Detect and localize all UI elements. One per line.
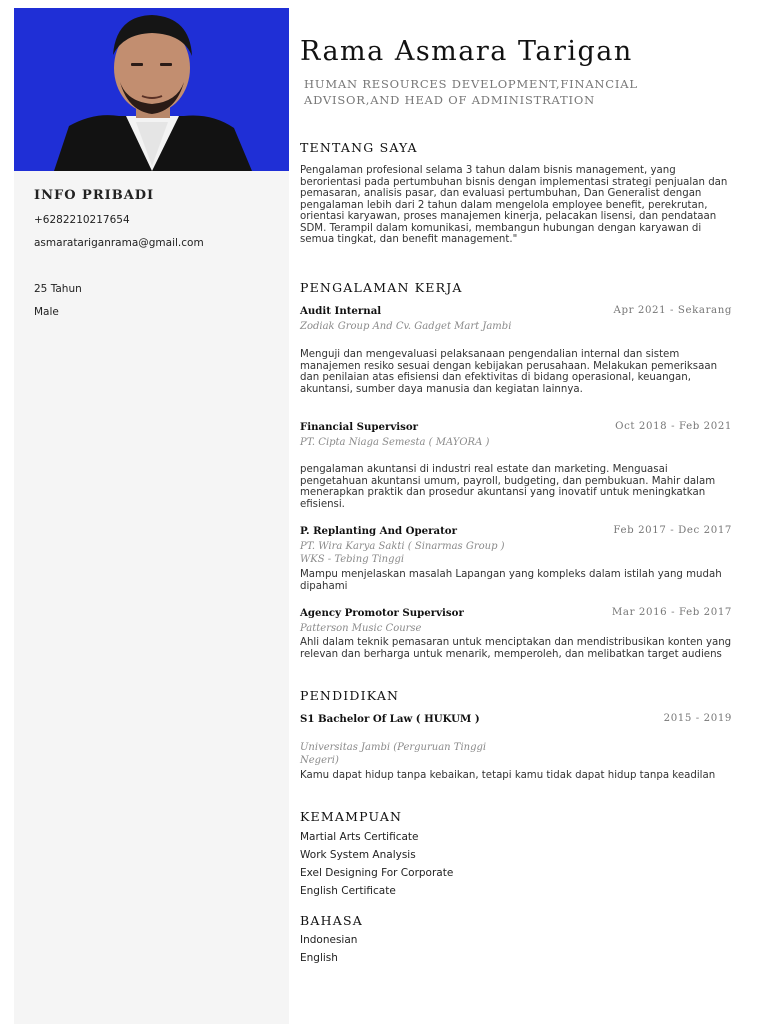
education-heading: PENDIDIKAN [300,688,400,703]
language-item-1: Indonesian [300,934,358,946]
experience-description-2: pengalaman akuntansi di industri real estate dan marketing. Menguasai pengetahuan akuntansi umum, payroll, budgeting, dan pembukuan. Mahir dalam menerapkan praktik dan prosedur akuntansi yang inovatif untuk meningkatkan efisiensi. [300,464,716,510]
info-heading: INFO PRIBADI [34,188,155,203]
skill-item-2: Work System Analysis [300,849,416,861]
experience-description-1: Menguji dan mengevaluasi pelaksanaan pengendalian internal dan sistem manajemen resiko sesuai dengan kebijakan perusahaan. Melakukan pemeriksaan dan penilaian atas efisiensi dan efektivitas di bidang operasional, keuangan, akuntansi, sumber daya manusia dan kegiatan lainnya. [300,349,718,395]
email-address: asmaratariganrama@gmail.com [34,237,204,249]
language-item-2: English [300,952,338,964]
experience-role-2: Financial Supervisor [300,421,419,433]
skill-item-1: Martial Arts Certificate [300,831,419,843]
languages-heading: BAHASA [300,913,363,928]
job-title: HUMAN RESOURCES DEVELOPMENT,FINANCIAL ADVISOR,AND HEAD OF ADMINISTRATION [304,77,638,107]
age: 25 Tahun [34,283,82,295]
skill-item-4: English Certificate [300,885,396,897]
experience-company-4: Patterson Music Course [300,623,422,634]
experience-description-4: Ahli dalam teknik pemasaran untuk menciptakan dan mendistribusikan konten yang relevan dan berharga untuk menarik, memperoleh, dan melibatkan target audiens [300,637,732,660]
experience-role-1: Audit Internal [300,305,382,317]
education-date: 2015 - 2019 [663,713,732,724]
experience-heading: PENGALAMAN KERJA [300,280,463,295]
candidate-name: Rama Asmara Tarigan [300,36,633,67]
experience-date-1: Apr 2021 - Sekarang [613,305,732,316]
gender: Male [34,306,59,318]
profile-photo [14,8,289,171]
experience-date-2: Oct 2018 - Feb 2021 [615,421,732,432]
education-school: Universitas Jambi (Perguruan Tinggi Negeri) [300,742,487,766]
experience-date-4: Mar 2016 - Feb 2017 [611,607,732,618]
education-degree: S1 Bachelor Of Law ( HUKUM ) [300,713,480,725]
phone-number: +6282210217654 [34,214,130,226]
skills-heading: KEMAMPUAN [300,809,403,824]
experience-company-1: Zodiak Group And Cv. Gadget Mart Jambi [300,321,512,332]
sidebar [14,8,289,1024]
experience-date-3: Feb 2017 - Dec 2017 [613,525,732,536]
experience-company-3: PT. Wira Karya Sakti ( Sinarmas Group ) WKS - Tebing Tinggi [300,541,505,565]
experience-role-4: Agency Promotor Supervisor [300,607,464,619]
experience-description-3: Mampu menjelaskan masalah Lapangan yang kompleks dalam istilah yang mudah dipahami [300,569,722,592]
experience-company-2: PT. Cipta Niaga Semesta ( MAYORA ) [300,437,490,448]
about-text: Pengalaman profesional selama 3 tahun dalam bisnis management, yang berorientasi pada pertumbuhan bisnis dengan implementasi strategi penjualan dan pemasaran, analisis pasar, dan evaluasi pertumbuhan, Dan Generalist dengan pengalaman lebih dari 2 tahun dalam mengelola employee benefit, perekrutan, orientasi karyawan, proses manajemen kinerja, pelacakan lisensi, dan pendataan SDM. Terampil dalam komunikasi, membangun hubungan dengan karyawan di semua tingkat, dan benefit management." [300,165,728,245]
experience-role-3: P. Replanting And Operator [300,525,457,537]
education-description: Kamu dapat hidup tanpa kebaikan, tetapi kamu tidak dapat hidup tanpa keadilan [300,770,716,781]
about-heading: TENTANG SAYA [300,140,418,155]
skill-item-3: Exel Designing For Corporate [300,867,454,879]
